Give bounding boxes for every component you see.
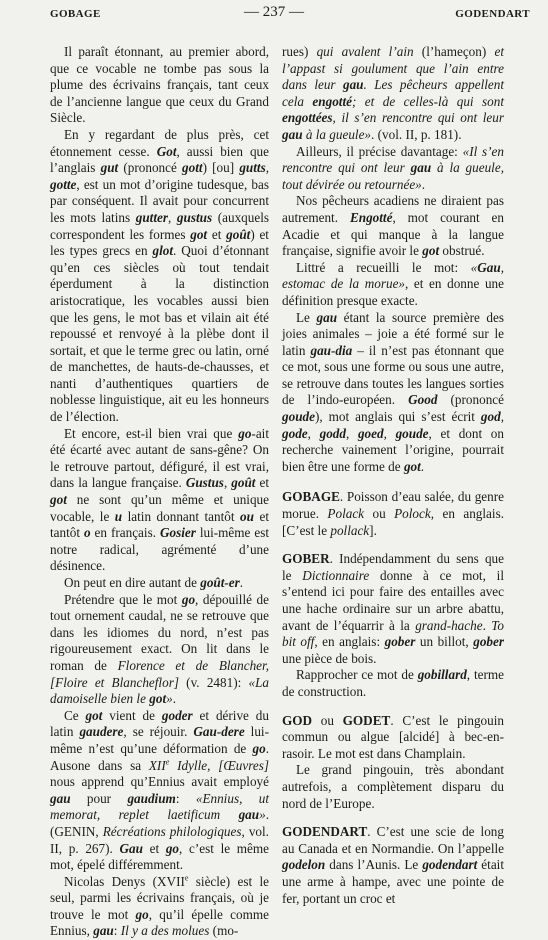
paragraph: rues) qui avalent l’ain (l’hameçon) et l’appast si goulument que l’ain entre dans leur gau. Les pêcheurs appellent cela engotté; et de celles-là qui sont engottées, il s’en rencontre qui ont leur gau à la gueule». (vol. II, p. 181). <box>282 44 505 142</box>
paragraph: Rapprocher ce mot de gobillard, terme de construction. <box>282 667 504 699</box>
entry-gober <box>282 551 504 667</box>
entry-definition: . C’est le pingouin commun ou algue [alcidé] à bec-en-rasoir. Le mot est dans Champlain. <box>282 712 505 761</box>
right-column <box>282 44 504 907</box>
paragraph: Littré a recueilli le mot: «Gau, estomac de la morue», et en donne une définition presque exacte. <box>282 259 504 308</box>
running-head-left: GOBAGE <box>50 8 101 20</box>
entry-headword: GODENDART <box>282 824 368 840</box>
entry-headword: GOD <box>282 712 313 728</box>
page-number: — 237 — <box>244 4 304 20</box>
paragraph: Nos pêcheurs acadiens ne diraient pas autrement. Engotté, mot courant en Acadie et qui manque à la langue française, signifie avoir le got obstrué. <box>282 193 504 259</box>
entry-definition: . Indépendamment du sens que le Dictionnaire donne à ce mot, il s’entend ici pour faire des entailles avec une hache ordinaire sur un arbre abattu, avant de l’équarrir à la grand-hache. To bit off, en anglais: gober un billot, gober une pièce de bois. <box>282 551 504 666</box>
entry-definition: . Poisson d’eau salée, du genre morue. Polack ou Polock, en anglais. [C’est le pollack]. <box>282 489 504 538</box>
entry-god: GOD ou GODET. C’est le pingouin commun ou algue [alcidé] à bec-en-rasoir. Le mot est dans Champlain. <box>282 712 505 761</box>
entry-definition: . C’est une scie de long au Canada et en Normandie. On l’appelle godelon dans l’Aunis. Le godendart était une arme à hampe, avec une pointe de fer, portant un croc et <box>282 824 504 906</box>
entry-headword: GODET <box>342 712 391 728</box>
paragraph: Ailleurs, il précise davantage: «Il s’en rencontre qui ont leur gau à la gueule, tout dévirée ou retournée». <box>282 143 504 192</box>
paragraph: Nicolas Denys (XVIIe siècle) est le seul, parmi les écrivains français, où je trouve le mot go, qu’il épelle comme Ennius, gau: Il y a des molues (mo- <box>50 873 270 939</box>
running-head-right: GODENDART <box>455 8 530 20</box>
paragraph: En y regardant de plus près, cet étonnement cesse. Got, aussi bien que l’anglais gut (prononcé gott) [ou] gutts, gotte, est un mot d’origine tudesque, bas par conséquent. Il avait pour concurrent les mots latins gutter, gustus (auxquels correspondent les formes got et goût) et les types grecs en glot. Quoi d’étonnant qu’en ces siècles où tout tendait éperdument à la distinction aristocratique, les vocables aussi bien que les gens, le mot bas et vilain ait été repoussé et renvoyé à la plèbe dont il sortait, et que le terme grec ou latin, orné de manchettes, de hauts-de-chausses, et nanti d’authentiques quartiers de noblesse linguistique, ait eu les honneurs de l’élection. <box>50 126 269 425</box>
paragraph: Il paraît étonnant, au premier abord, que ce vocable ne tombe pas sous la plume des écrivains français, tant ceux de l’ancienne langue que ceux du Grand Siècle. <box>50 44 269 126</box>
paragraph: On peut en dire autant de goût-er. <box>64 575 244 590</box>
entry-headword: GOBAGE <box>282 489 340 505</box>
paragraph: Le gau étant la source première des joies animales – joie a été formé sur le latin gau-dia – il n’est pas étonnant que ce mot, sous une forme ou sous une autre, se retrouve dans toutes les langues sorties de l’indo-européen. Good (prononcé goude), mot anglais qui s’est écrit god, gode, godd, goed, goude, et dont on recherche vainement l’origine, pourrait bien être une forme de got. <box>282 309 504 474</box>
paragraph: Et encore, est-il bien vrai que go-ait été écarté avec autant de sans-gêne? On le retrouve partout, défiguré, il est vrai, dans la langue française. Gustus, goût et got ne sont qu’un même et unique vocable, le u latin donnant tantôt ou et tantôt o en français. Gosier lui-même est notre radical, agrémenté d’une désinence. <box>50 425 269 574</box>
paragraph: Le grand pingouin, très abondant autrefois, a complètement disparu du nord de l’Europe. <box>282 762 504 811</box>
entry-gobage <box>282 489 504 539</box>
left-column <box>50 44 269 940</box>
paragraph: Ce got vient de goder et dérive du latin gaudere, se réjouir. Gau-dere lui-même n’est qu’une déformation de go. Ausone dans sa XIIe Idylle, [Œuvres] nous apprend qu’Ennius avait employé gau pour gaudium: «Ennius, ut memorat, replet laetificum gau». (GENIN, Récréations philologiques, vol. II, p. 267). Gau et go, c’est le même mot, épelé différemment. <box>50 707 269 873</box>
entry-headword: GOBER <box>282 551 330 567</box>
paragraph: Prétendre que le mot go, dépouillé de tout ornement caudal, ne se retrouve que dans les idiomes du nord, n’est pas rigoureusement exact. On lit dans le roman de Florence et de Blancher, [Floire et Blancheflor] (v. 2481): «La damoiselle bien le got». <box>50 591 270 707</box>
entry-godendart <box>282 824 504 907</box>
